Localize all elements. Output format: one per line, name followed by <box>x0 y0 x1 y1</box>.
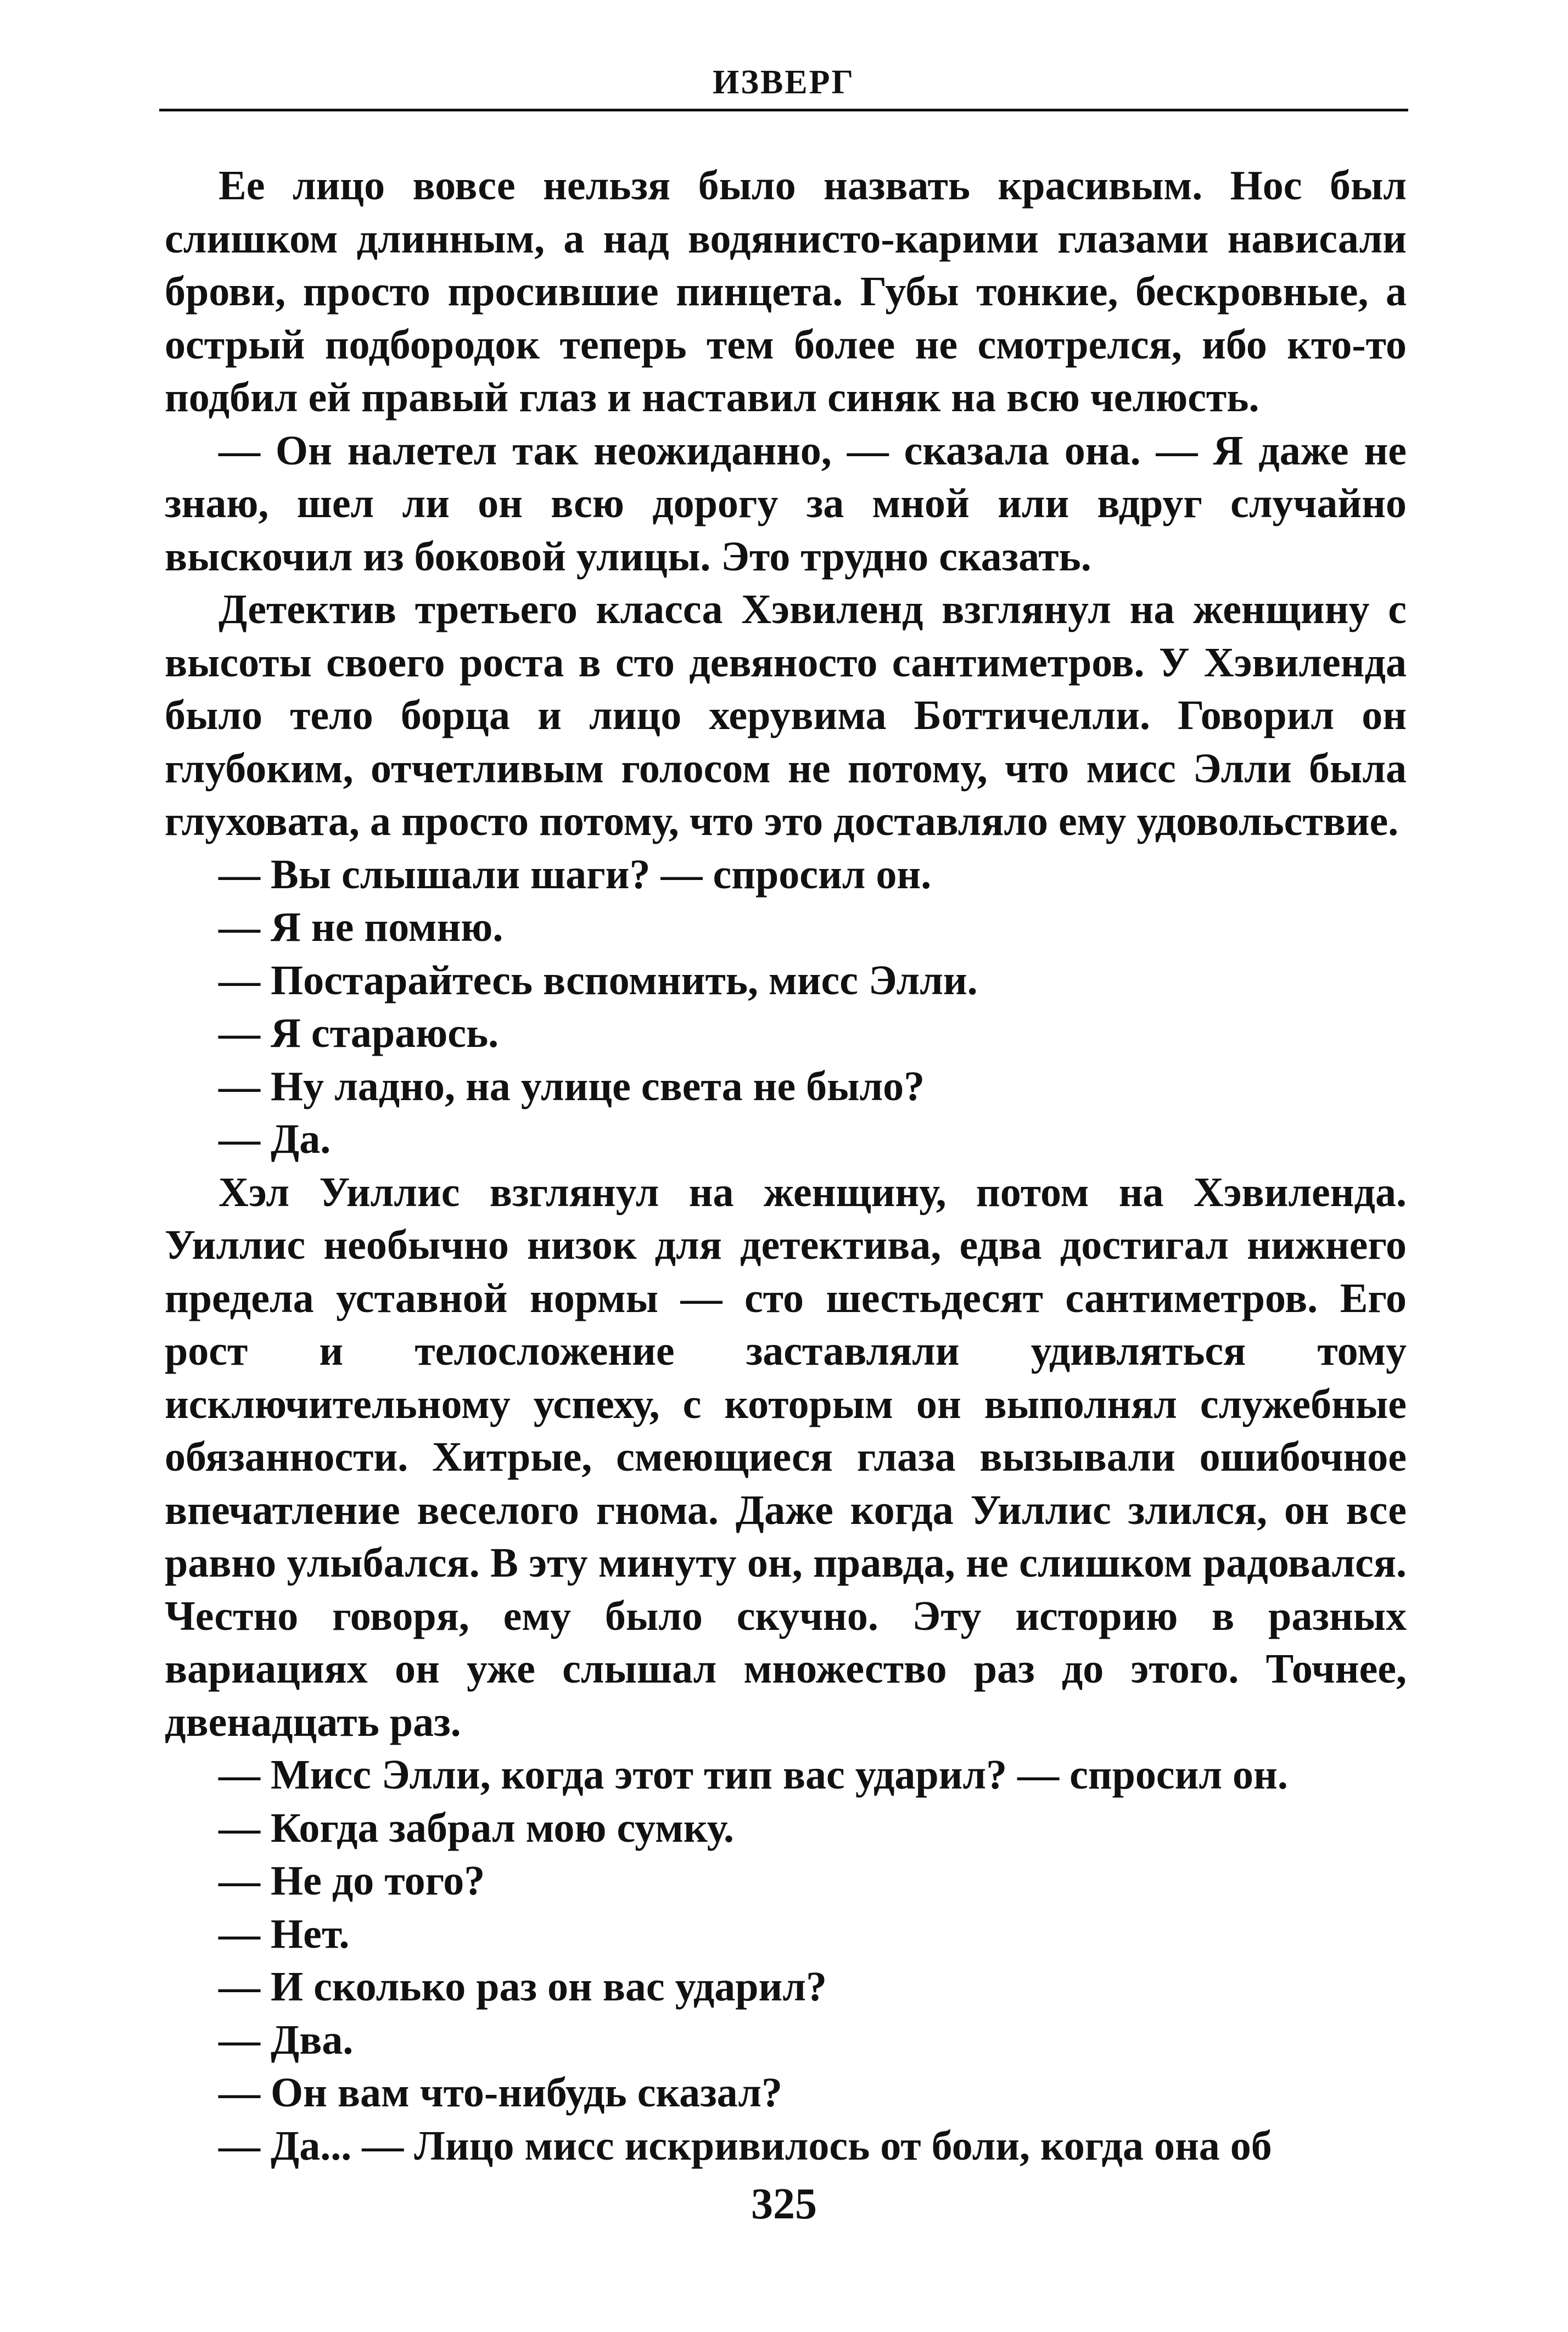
dialogue-line: — Да. <box>219 1116 331 1162</box>
dialogue-line: — Он вам что-нибудь сказал? <box>219 2070 782 2116</box>
page-number: 325 <box>751 2180 817 2228</box>
paragraph: Детектив третьего класса Хэвиленд взглянул на женщину с высоты своего роста в сто девяносто сантиметров. У Хэвиленда было тело борца и лицо херувима Боттичелли. Говорил он глубоким, отчетливым голосом не потому, что мисс Элли была глуховата, а просто потому, что это доставляло ему удовольствие. <box>165 586 1407 844</box>
dialogue-line: — Постарайтесь вспомнить, мисс Элли. <box>219 957 978 1004</box>
dialogue-line: — Мисс Элли, когда этот тип вас ударил? — спросил он. <box>219 1752 1288 1798</box>
dialogue-line: — Не до того? <box>219 1858 485 1904</box>
dialogue-line: — И сколько раз он вас ударил? <box>219 1964 827 2010</box>
paragraph: Ее лицо вовсе нельзя было назвать красивым. Нос был слишком длинным, а над водянисто-карими глазами нависали брови, просто просившие пинцета. Губы тонкие, бескровные, а острый подбородок теперь тем более не смотрелся, ибо кто-то подбил ей правый глаз и наставил синяк на всю челюсть. <box>165 162 1407 421</box>
dialogue-line: — Я стараюсь. <box>219 1010 499 1056</box>
paragraph: Хэл Уиллис взглянул на женщину, потом на Хэвиленда. Уиллис необычно низок для детектива, едва достигал нижнего предела уставной нормы — сто шестьдесят сантиметров. Его рост и телосложение заставляли удивляться тому исключительному успеху, с которым он выполнял служебные обязанности. Хитрые, смеющиеся глаза вызывали ошибочное впечатление веселого гнома. Даже когда Уиллис злился, он все равно улыбался. В эту минуту он, правда, не слишком радовался. Честно говоря, ему было скучно. Эту историю в разных вариациях он уже слышал множество раз до этого. Точнее, двенадцать раз. <box>165 1169 1407 1745</box>
dialogue-line: — Вы слышали шаги? — спросил он. <box>219 851 932 898</box>
dialogue-line: — Нет. <box>219 1910 350 1957</box>
dialogue-line: — Два. <box>219 2016 354 2063</box>
dialogue-line: — Я не помню. <box>219 904 503 950</box>
running-head: ИЗВЕРГ <box>713 64 855 101</box>
paragraph: — Он налетел так неожиданно, — сказала она. — Я даже не знаю, шел ли он всю дорогу за мной или вдруг случайно выскочил из боковой улицы. Это трудно сказать. <box>165 427 1407 580</box>
dialogue-line: — Когда забрал мою сумку. <box>219 1804 735 1851</box>
body-text <box>165 159 1407 2172</box>
header-rule <box>159 109 1408 111</box>
dialogue-line: — Да... — Лицо мисс искривилось от боли, когда она об <box>219 2122 1272 2169</box>
dialogue-line: — Ну ладно, на улице света не было? <box>219 1063 925 1109</box>
